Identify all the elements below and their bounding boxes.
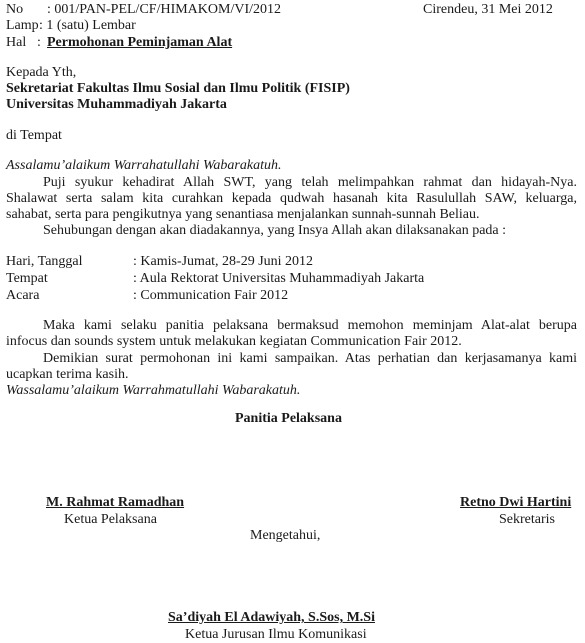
paragraph-4-line-2: ucapkan terima kasih. (6, 367, 129, 382)
signatory-bottom-title: Ketua Jurusan Ilmu Komunikasi (185, 627, 367, 642)
detail-label-place: Tempat (6, 271, 48, 286)
place-date: Cirendeu, 31 Mei 2012 (423, 2, 553, 17)
signatory-right-title: Sekretaris (499, 512, 555, 527)
paragraph-2: Sehubungan dengan akan diadakannya, yang Insya Allah akan dilaksanakan pada : (43, 223, 507, 238)
paragraph-4-line-1: Demikian surat permohonan ini kami sampaikan. Atas perhatian dan kerjasamanya kami (43, 351, 577, 366)
letter-number-label: No (6, 2, 24, 17)
signatory-left-title: Ketua Pelaksana (64, 512, 157, 527)
subject-value: Permohonan Peminjaman Alat (47, 35, 233, 50)
signatory-bottom-name: Sa’diyah El Adawiyah, S.Sos, M.Si (168, 610, 375, 625)
letter-number-value: : 001/PAN-PEL/CF/HIMAKOM/VI/2012 (47, 2, 282, 17)
detail-value-event: : Communication Fair 2012 (133, 288, 289, 303)
paragraph-3-line-1: Maka kami selaku panitia pelaksana bermaksud memohon meminjam Alat-alat berupa (43, 318, 577, 333)
signatory-left-name: M. Rahmat Ramadhan (46, 495, 185, 510)
detail-value-place: : Aula Rektorat Universitas Muhammadiyah Jakarta (133, 271, 425, 286)
subject-colon: : (37, 35, 41, 50)
closing-salutation: Wassalamu’alaikum Warrahmatullahi Wabarakatuh. (6, 383, 301, 398)
detail-label-date: Hari, Tanggal (6, 254, 83, 269)
committee-heading: Panitia Pelaksana (235, 411, 342, 426)
opening-salutation: Assalamu’alaikum Warrahatullahi Wabarakatuh. (6, 158, 282, 173)
signatory-right-name: Retno Dwi Hartini (460, 495, 572, 510)
detail-value-date: : Kamis-Jumat, 28-29 Juni 2012 (133, 254, 314, 269)
recipient-greeting: Kepada Yth, (6, 65, 77, 80)
attachment-value: : 1 (satu) Lembar (39, 18, 136, 33)
acknowledged-label: Mengetahui, (250, 528, 321, 543)
paragraph-1-line-3: sahabat, serta para pengikutnya yang senantiasa menjalankan sunnah-sunnah Beliau. (6, 207, 480, 222)
attachment-label: Lamp (6, 18, 39, 33)
recipient-line-1: Sekretariat Fakultas Ilmu Sosial dan Ilmu Politik (FISIP) (6, 81, 350, 96)
paragraph-3-line-2: infocus dan sounds system untuk melakukan kegiatan Communication Fair 2012. (6, 334, 462, 349)
detail-label-event: Acara (6, 288, 40, 303)
paragraph-1-line-2: Shalawat serta salam kita curahkan kepada qudwah hasanah kita Rasulullah SAW, keluarga, (6, 191, 577, 206)
recipient-place: di Tempat (6, 128, 62, 143)
paragraph-1-line-1: Puji syukur kehadirat Allah SWT, yang telah melimpahkan rahmat dan hidayah-Nya. (43, 175, 577, 190)
subject-label: Hal (6, 35, 27, 50)
recipient-line-2: Universitas Muhammadiyah Jakarta (6, 97, 227, 112)
